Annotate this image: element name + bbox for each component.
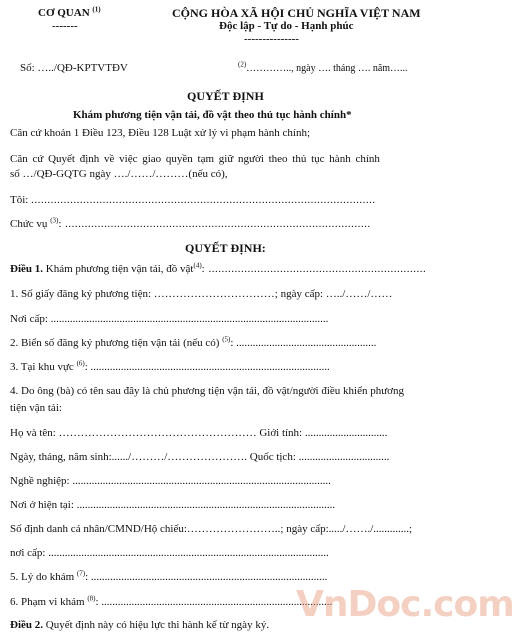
id-number-line: Số định danh cá nhân/CMND/Hộ chiếu:……………………..; ngày cấp:...../……./.............; (10, 523, 413, 535)
motto-divider: --------------- (244, 33, 299, 45)
registration-number-line: 1. Số giấy đăng ký phương tiện: ……………………………; ngày cấp: …../……/…… (10, 288, 393, 300)
vndoc-watermark-logo: VnDoc.com (296, 584, 514, 625)
document-subtitle: Khám phương tiện vận tải, đồ vật theo thủ tục hành chính* (73, 109, 352, 121)
decision-heading: QUYẾT ĐỊNH: (185, 241, 266, 255)
residence-line: Nơi ở hiện tại: .............................................................................................. (10, 499, 336, 511)
full-name-line: Họ và tên: ……………………………………………… Giới tính: .............................. (10, 427, 388, 439)
signer-line: Tôi: .......................................................................................................... (10, 194, 376, 206)
basis-decision-line2: số …/QĐ-GQTG ngày …./……/………(nếu có), (10, 168, 228, 180)
area-line: 3. Tại khu vực $^{(6)}$: ....................................................................................... (10, 359, 330, 373)
agency-name: CƠ QUAN $^{(1)}$ (38, 5, 101, 19)
basis-decision-line1: Căn cứ Quyết định về việc giao quyền tạm giữ người theo thủ tục hành chính (10, 153, 380, 165)
agency-divider: ------- (52, 20, 78, 32)
scope-line: 6. Phạm vi khám $^{(8)}$: .................................................................................... (10, 594, 333, 608)
occupation-line: Nghề nghiệp: .............................................................................................. (10, 475, 331, 487)
document-number: Số: …../QĐ-KPTVTĐV (20, 62, 128, 74)
article1-heading: Điều 1. Khám phương tiện vận tải, đồ vật$^{(4)}$: ................................................................... (10, 261, 427, 275)
place-date: $^{(2)}$………….., ngày …. tháng …. năm…... (238, 60, 408, 74)
id-issue-place-line: nơi cấp: ...................................................................................................... (10, 547, 329, 559)
reason-line: 5. Lý do khám $^{(7)}$: ...................................................................................... (10, 569, 328, 583)
position-line: Chức vụ $^{(3)}$: .............................................................................................. (10, 216, 371, 230)
basis-law: Căn cứ khoản 1 Điều 123, Điều 128 Luật xử lý vi phạm hành chính; (10, 127, 311, 139)
owner-intro-line1: 4. Do ông (bà) có tên sau đây là chủ phương tiện vận tải, đồ vật/người điều khiển phương (10, 385, 404, 397)
owner-intro-line2: tiện vận tải: (10, 402, 62, 414)
article2-line: Điều 2. Quyết định này có hiệu lực thi hành kể từ ngày ký. (10, 619, 270, 631)
document-title: QUYẾT ĐỊNH (187, 89, 264, 103)
birth-nationality-line: Ngày, tháng, năm sinh:....../………/…………………. Quốc tịch: ................................. (10, 451, 390, 463)
registration-place-line: Nơi cấp: ..................................................................................................... (10, 313, 329, 325)
nation-motto: Độc lập - Tự do - Hạnh phúc (219, 20, 354, 32)
plate-number-line: 2. Biển số đăng ký phương tiện vận tải (nếu có) $^{(5)}$: ................................................... (10, 335, 377, 349)
nation-title: CỘNG HÒA XÃ HỘI CHỦ NGHĨA VIỆT NAM (172, 6, 421, 20)
